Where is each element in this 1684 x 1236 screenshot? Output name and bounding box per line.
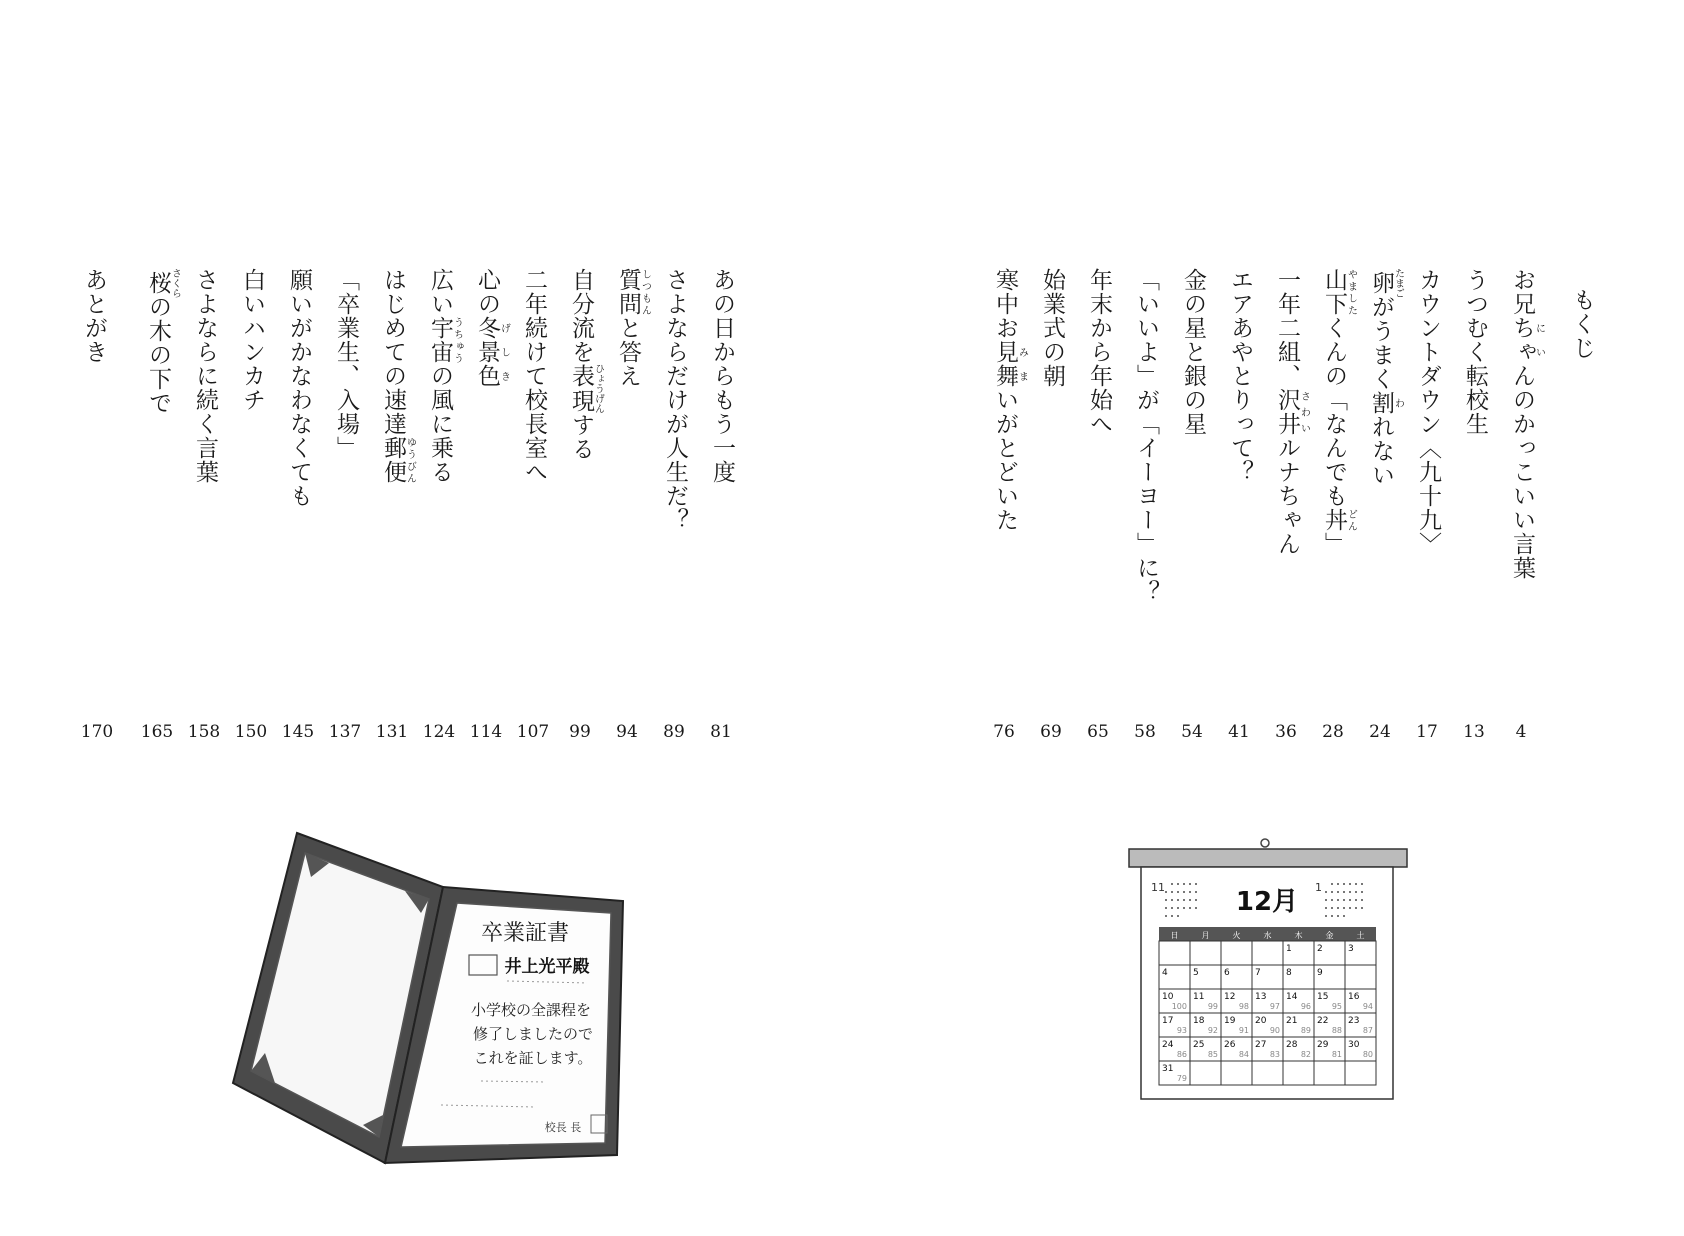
countdown-number: 100	[1171, 1002, 1187, 1011]
countdown-number: 99	[1207, 1002, 1218, 1011]
calendar-day-number: 21	[1286, 1016, 1298, 1026]
weekday-label: 日	[1170, 931, 1179, 940]
calendar-day-number: 15	[1317, 992, 1329, 1002]
certificate-title: 卒業証書	[480, 921, 570, 946]
page-number: 158	[187, 722, 221, 742]
toc-entry-23[interactable]: 白いハンカチ	[239, 268, 265, 412]
page-number: 124	[422, 722, 456, 742]
calendar-day-number: 23	[1348, 1016, 1360, 1026]
toc-entry-22[interactable]: 願いがかなわなくても	[286, 268, 312, 508]
toc-entry-25[interactable]: 桜さくらの木の下で	[145, 268, 181, 415]
toc-entry-18[interactable]: 心の冬景色げしき	[474, 268, 510, 388]
calendar-day-number: 26	[1224, 1040, 1236, 1050]
toc-entry-13[interactable]: あの日からもう一度	[709, 268, 735, 484]
toc-entry-4[interactable]: 卵たまごがうまく割われない	[1368, 268, 1404, 487]
calendar-hook	[1261, 839, 1269, 847]
toc-entry-5[interactable]: 山下やましたくんの「なんでも丼どん」	[1321, 268, 1357, 556]
page-number: 17	[1416, 722, 1438, 742]
countdown-number: 79	[1176, 1074, 1187, 1083]
calendar-month-title: 12月	[1235, 887, 1299, 917]
page-number: 89	[663, 722, 685, 742]
calendar-day-number: 18	[1193, 1016, 1205, 1026]
countdown-number: 95	[1331, 1002, 1342, 1011]
countdown-number: 87	[1362, 1026, 1373, 1035]
weekday-label: 水	[1263, 931, 1272, 940]
next-month-label: 1	[1315, 881, 1322, 894]
prev-month-label: 11	[1151, 881, 1165, 894]
weekday-label: 木	[1294, 931, 1303, 940]
calendar-day-number: 7	[1255, 968, 1261, 978]
countdown-number: 98	[1238, 1002, 1249, 1011]
page-number: 94	[616, 722, 638, 742]
calendar-day-number: 28	[1286, 1040, 1298, 1050]
calendar-day-number: 12	[1224, 992, 1236, 1002]
page-number: 13	[1463, 722, 1485, 742]
page-number: 114	[469, 722, 503, 742]
calendar-day-number: 30	[1348, 1040, 1360, 1050]
weekday-label: 金	[1325, 931, 1334, 940]
calendar-day-number: 4	[1162, 968, 1168, 978]
countdown-number: 97	[1269, 1002, 1280, 1011]
page-number: 165	[140, 722, 174, 742]
countdown-number: 88	[1331, 1026, 1342, 1035]
toc-entry-17[interactable]: 二年続けて校長室へ	[521, 268, 547, 484]
countdown-number: 85	[1207, 1050, 1218, 1059]
calendar-day-number: 25	[1193, 1040, 1205, 1050]
page-number: 145	[281, 722, 315, 742]
toc-entry-11[interactable]: 始業式の朝	[1039, 268, 1065, 388]
toc-entry-19[interactable]: 広い宇宙うちゅうの風に乗る	[427, 268, 463, 484]
calendar-day-number: 31	[1162, 1064, 1174, 1074]
calendar-day-number: 11	[1193, 992, 1205, 1002]
toc-entry-21[interactable]: 「卒業生、入場」	[333, 268, 359, 460]
page-number: 150	[234, 722, 268, 742]
certificate-recipient: 井上光平殿	[504, 957, 590, 977]
calendar-hanger-bar	[1129, 849, 1407, 867]
toc-entry-20[interactable]: はじめての速達郵便ゆうびん	[380, 268, 416, 484]
countdown-number: 89	[1300, 1026, 1311, 1035]
toc-entry-15[interactable]: 質問しつもんと答え	[615, 268, 651, 388]
calendar-day-number: 5	[1193, 968, 1199, 978]
page-number: 54	[1181, 722, 1203, 742]
toc-entry-14[interactable]: さよならだけが人生だ？	[662, 268, 688, 532]
page-number: 137	[328, 722, 362, 742]
calendar-day-number: 6	[1224, 968, 1230, 978]
page-number: 99	[569, 722, 591, 742]
calendar-day-number: 9	[1317, 968, 1323, 978]
calendar-day-number: 19	[1224, 1016, 1236, 1026]
weekday-label: 火	[1232, 931, 1241, 940]
calendar-day-number: 22	[1317, 1016, 1329, 1026]
calendar-day-number: 16	[1348, 992, 1360, 1002]
page-number: 69	[1040, 722, 1062, 742]
certificate-signer: 校長 長	[544, 1121, 582, 1134]
page-number: 170	[80, 722, 114, 742]
page-number: 65	[1087, 722, 1109, 742]
calendar-day-number: 10	[1162, 992, 1174, 1002]
countdown-number: 86	[1176, 1050, 1187, 1059]
countdown-number: 91	[1238, 1026, 1249, 1035]
toc-entry-3[interactable]: カウントダウン〈九十九〉	[1415, 268, 1441, 556]
calendar-day-number: 1	[1286, 944, 1292, 954]
calendar-day-number: 27	[1255, 1040, 1267, 1050]
countdown-number: 94	[1362, 1002, 1373, 1011]
countdown-number: 81	[1331, 1050, 1342, 1059]
weekday-label: 土	[1356, 931, 1365, 940]
toc-entry-8[interactable]: 金の星と銀の星	[1180, 268, 1206, 436]
certificate-line-3: これを証します。	[473, 1049, 593, 1067]
toc-entry-7[interactable]: エアあやとりって？	[1227, 268, 1253, 484]
page-number: 4	[1515, 722, 1527, 742]
calendar-day-number: 2	[1317, 944, 1323, 954]
calendar-day-number: 14	[1286, 992, 1298, 1002]
certificate-line-1: 小学校の全課程を	[470, 1001, 592, 1019]
toc-entry-10[interactable]: 年末から年始へ	[1086, 268, 1112, 436]
toc-entry-24[interactable]: さよならに続く言葉	[192, 268, 218, 484]
wall-calendar-illustration	[1125, 835, 1410, 1105]
page-number: 131	[375, 722, 409, 742]
certificate-line-2: 修了しましたので	[472, 1025, 594, 1043]
countdown-number: 80	[1362, 1050, 1373, 1059]
page-number: 107	[516, 722, 550, 742]
calendar-day-number: 17	[1162, 1016, 1174, 1026]
toc-entry-6[interactable]: 一年二組、沢井さわいルナちゃん	[1274, 268, 1310, 556]
weekday-label: 月	[1201, 931, 1210, 940]
toc-entry-16[interactable]: 自分流を表現ひょうげんする	[568, 268, 604, 461]
calendar-day-number: 20	[1255, 1016, 1267, 1026]
page-number: 41	[1228, 722, 1250, 742]
page-number: 28	[1322, 722, 1344, 742]
countdown-number: 92	[1207, 1026, 1218, 1035]
calendar-day-number: 13	[1255, 992, 1267, 1002]
calendar-day-number: 8	[1286, 968, 1292, 978]
toc-entry-26: あとがき	[81, 268, 107, 364]
page-number: 81	[710, 722, 732, 742]
page-number: 36	[1275, 722, 1297, 742]
page-number: 24	[1369, 722, 1391, 742]
page-number: 58	[1134, 722, 1156, 742]
calendar-day-number: 3	[1348, 944, 1354, 954]
toc-entry-1[interactable]: お兄ちゃにいんのかっこいい言葉	[1509, 268, 1545, 580]
toc-heading: もくじ	[1569, 288, 1595, 360]
countdown-number: 83	[1269, 1050, 1280, 1059]
page-number: 76	[993, 722, 1015, 742]
countdown-number: 84	[1238, 1050, 1249, 1059]
toc-entry-2[interactable]: うつむく転校生	[1462, 268, 1488, 436]
calendar-day-number: 24	[1162, 1040, 1174, 1050]
countdown-number: 82	[1300, 1050, 1311, 1059]
toc-entry-12[interactable]: 寒中お見舞みまいがとどいた	[992, 268, 1028, 532]
countdown-number: 90	[1269, 1026, 1280, 1035]
countdown-number: 96	[1300, 1002, 1311, 1011]
toc-entry-9[interactable]: 「いいよ」が「イーヨー」に？	[1133, 268, 1159, 604]
calendar-day-number: 29	[1317, 1040, 1329, 1050]
diploma-illustration	[225, 825, 645, 1165]
countdown-number: 93	[1176, 1026, 1187, 1035]
